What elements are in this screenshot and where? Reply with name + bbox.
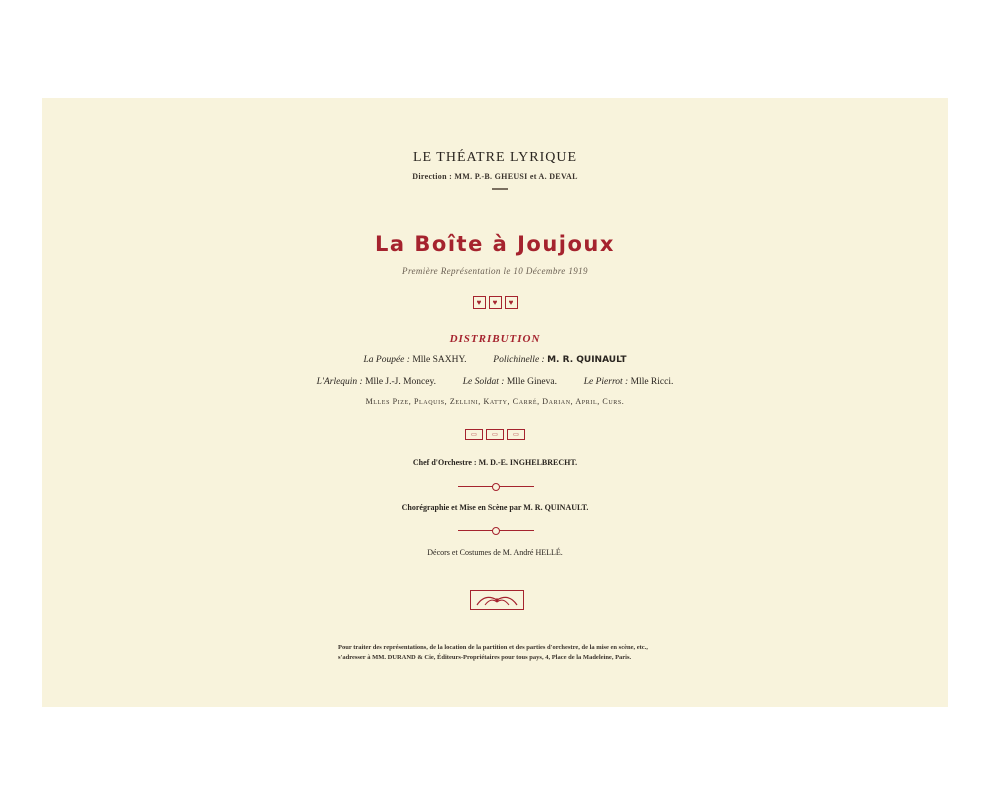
distribution-heading: DISTRIBUTION xyxy=(449,333,541,345)
ornament-row-top xyxy=(42,296,948,309)
role-poupee: La Poupée : xyxy=(363,355,410,365)
theatre-name: LE THÉATRE LYRIQUE xyxy=(412,150,578,165)
actor-poupee: Mlle SAXHY. xyxy=(412,355,467,365)
divider-rule xyxy=(458,530,534,531)
actor-arlequin: Mlle J.-J. Moncey. xyxy=(365,377,436,387)
publisher-footnote: Pour traiter des représentations, de la location de la partition et des parties d'orchestre, de la mise en scène, etc., s'adresser à MM. DURAND & Cie, Éditeurs-Propriétaires pour tous pays, 4, Place de la Madeleine, Paris. xyxy=(338,644,648,661)
ornament-icon: ♥ xyxy=(489,296,502,309)
ornament-row-middle xyxy=(42,429,948,440)
ornament-icon: ▭ xyxy=(465,429,483,440)
role-arlequin: L'Arlequin : xyxy=(316,377,363,387)
conductor-line: Chef d'Orchestre : M. D.-E. INGHELBRECHT. xyxy=(412,458,578,467)
ornament-icon: ▭ xyxy=(486,429,504,440)
decors-line: Décors et Costumes de M. André HELLÉ. xyxy=(427,548,563,557)
role-pierrot: Le Pierrot : xyxy=(583,377,629,387)
divider-rule xyxy=(458,486,534,487)
role-polichinelle: Polichinelle : xyxy=(493,355,545,365)
cast-line-1 xyxy=(42,355,948,365)
header-rule xyxy=(492,188,508,190)
programme-page xyxy=(42,98,948,707)
ornament-icon: ♥ xyxy=(473,296,486,309)
ornament-icon: ▭ xyxy=(507,429,525,440)
role-soldat: Le Soldat : xyxy=(462,377,505,387)
cast-ensemble: Mlles Pize, Plaquis, Zellini, Katty, Carré, Darian, April, Curs. xyxy=(365,397,625,406)
direction-line: Direction : MM. P.-B. GHEUSI et A. DEVAL xyxy=(412,172,578,181)
page-title: La Boîte à Joujoux xyxy=(375,232,615,256)
actor-pierrot: Mlle Ricci. xyxy=(630,377,674,387)
premiere-date: Première Représentation le 10 Décembre 1919 xyxy=(402,266,588,276)
vignette-ornament-icon xyxy=(470,590,524,610)
choreography-line: Chorégraphie et Mise en Scène par M. R. QUINAULT. xyxy=(401,503,589,512)
cast-line-2 xyxy=(42,377,948,387)
actor-polichinelle: M. R. QUINAULT xyxy=(547,355,627,365)
actor-soldat: Mlle Gineva. xyxy=(506,377,557,387)
ornament-icon: ♥ xyxy=(505,296,518,309)
